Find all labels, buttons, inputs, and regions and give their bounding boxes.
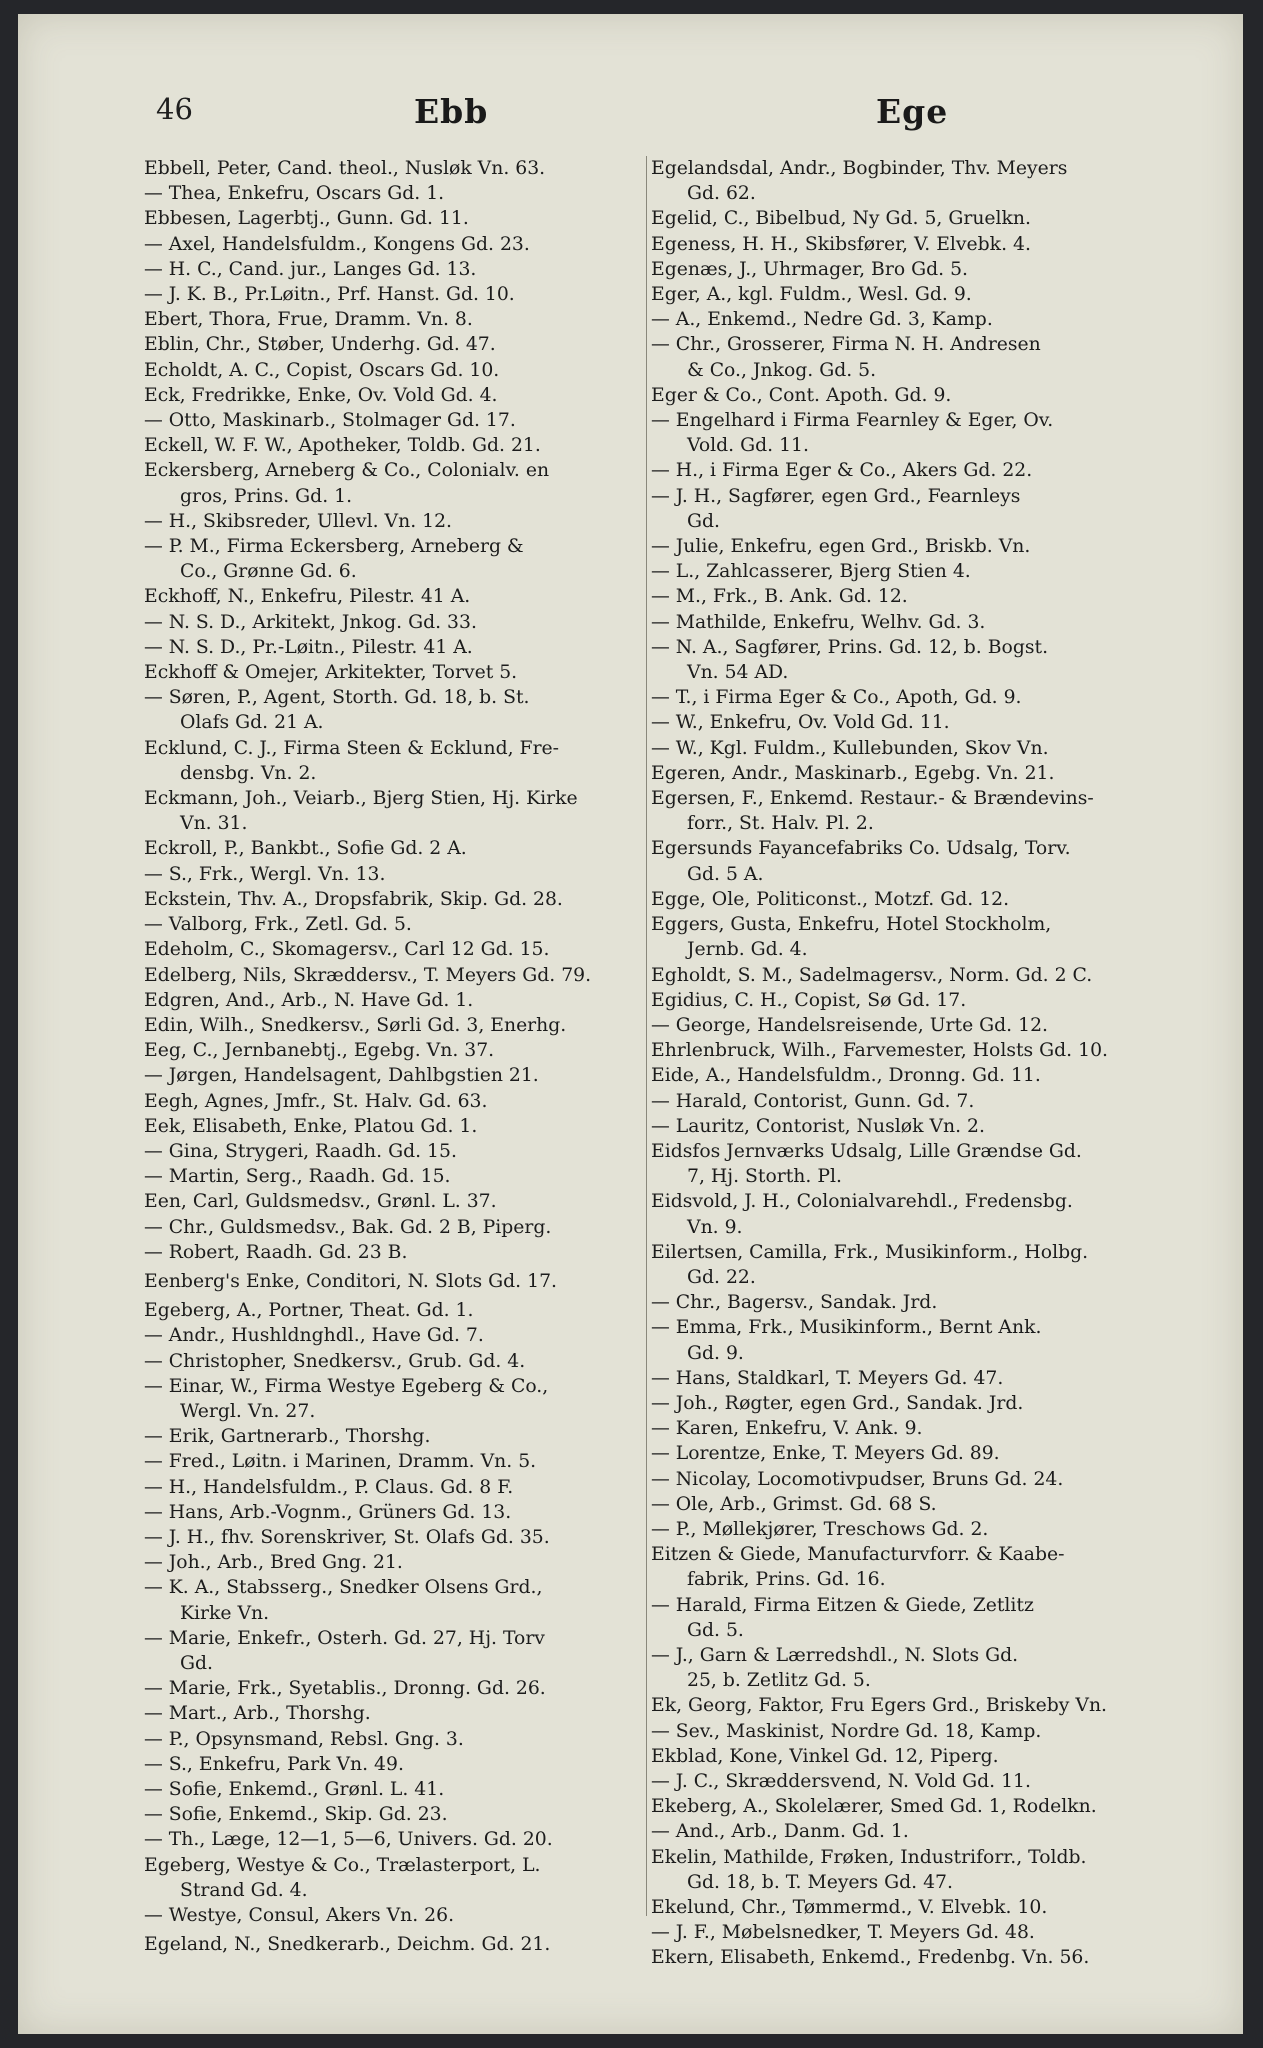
entry-continuation-line: Vn. 9. — [687, 1216, 743, 1238]
directory-entry — [144, 862, 664, 887]
entry-line: Eek, Elisabeth, Enke, Platou Gd. 1. — [144, 1115, 478, 1137]
entry-line: — Mart., Arb., Thorshg. — [144, 1703, 371, 1725]
directory-entry — [651, 534, 1171, 559]
entry-line: Ekelin, Mathilde, Frøken, Industriforr., Toldb. — [651, 1846, 1087, 1868]
entry-line: — Chr., Grosserer, Firma N. H. Andresen — [651, 334, 1041, 356]
directory-entry — [144, 509, 664, 534]
entry-line: — And., Arb., Danm. Gd. 1. — [651, 1821, 909, 1843]
directory-entry — [651, 307, 1171, 332]
entry-line: Edeholm, C., Skomagersv., Carl 12 Gd. 15. — [144, 939, 550, 961]
entry-line: — Martin, Serg., Raadh. Gd. 15. — [144, 1166, 451, 1188]
directory-entry — [144, 887, 664, 912]
entry-continuation-line: 7, Hj. Storth. Pl. — [687, 1166, 842, 1188]
entry-continuation-line: Olafs Gd. 21 A. — [180, 712, 324, 734]
directory-entry — [651, 383, 1171, 408]
directory-entry — [651, 912, 1171, 962]
entry-line: — H. C., Cand. jur., Langes Gd. 13. — [144, 258, 477, 280]
directory-entry — [651, 1063, 1171, 1088]
entry-line: Ekern, Elisabeth, Enkemd., Fredenbg. Vn. 56. — [651, 1947, 1090, 1969]
entry-line: Egersen, F., Enkemd. Restaur.- & Brændevins- — [651, 788, 1094, 810]
directory-entry — [144, 1164, 664, 1189]
directory-entry — [651, 1719, 1171, 1744]
directory-entry — [651, 1114, 1171, 1139]
directory-entry — [651, 1945, 1171, 1970]
entry-continuation-line: Gd. 22. — [687, 1266, 756, 1288]
entry-line: — Nicolay, Locomotivpudser, Bruns Gd. 24. — [651, 1468, 1064, 1490]
directory-entry — [144, 408, 664, 433]
entry-line: — Sev., Maskinist, Nordre Gd. 18, Kamp. — [651, 1720, 1042, 1742]
directory-entry — [651, 1794, 1171, 1819]
directory-entry — [144, 1215, 664, 1240]
directory-entry — [144, 1323, 664, 1348]
entry-line: Eckersberg, Arneberg & Co., Colonialv. en — [144, 460, 550, 482]
directory-entry — [651, 1492, 1171, 1517]
directory-entry — [651, 1845, 1171, 1895]
entry-line: Ekeberg, A., Skolelærer, Smed Gd. 1, Rodelkn. — [651, 1796, 1097, 1818]
entry-line: — W., Enkefru, Ov. Vold Gd. 11. — [651, 712, 950, 734]
entry-line: Eidsfos Jernværks Udsalg, Lille Grændse Gd. — [651, 1140, 1082, 1162]
entry-continuation-line: Vn. 54 AD. — [687, 662, 789, 684]
directory-entry — [144, 1676, 664, 1701]
entry-line: — Joh., Arb., Bred Gng. 21. — [144, 1552, 403, 1574]
entry-line: — Einar, W., Firma Westye Egeberg & Co., — [144, 1375, 549, 1397]
directory-entry — [144, 1827, 664, 1852]
entry-line: Ehrlenbruck, Wilh., Farvemester, Holsts Gd. 10. — [651, 1040, 1108, 1062]
entry-line: — Christopher, Snedkersv., Grub. Gd. 4. — [144, 1350, 526, 1372]
right-running-head: Ege — [876, 92, 949, 131]
entry-continuation-line: Jernb. Gd. 4. — [687, 939, 808, 961]
entry-continuation-line: Gd. 5. — [687, 1619, 744, 1641]
entry-line: Ecklund, C. J., Firma Steen & Ecklund, Fre- — [144, 737, 560, 759]
entry-line: — Sofie, Enkemd., Skip. Gd. 23. — [144, 1804, 448, 1826]
entry-line: — H., Handelsfuldm., P. Claus. Gd. 8 F. — [144, 1476, 514, 1498]
entry-continuation-line: Co., Grønne Gd. 6. — [180, 561, 357, 583]
directory-entry — [651, 1542, 1171, 1592]
directory-entry — [651, 736, 1171, 761]
directory-entry — [651, 1391, 1171, 1416]
column-divider — [646, 156, 647, 1916]
directory-entry — [144, 1139, 664, 1164]
entry-line: — J. K. B., Pr.Løitn., Prf. Hanst. Gd. 10. — [144, 284, 515, 306]
entry-line: — Fred., Løitn. i Marinen, Dramm. Vn. 5. — [144, 1451, 537, 1473]
entry-line: — J., Garn & Lærredshdl., N. Slots Gd. — [651, 1644, 1019, 1666]
entry-line: — Erik, Gartnerarb., Thorshg. — [144, 1426, 431, 1448]
directory-entry — [651, 1240, 1171, 1290]
entry-line: — George, Handelsreisende, Urte Gd. 12. — [651, 1014, 1048, 1036]
entry-line: — Joh., Røgter, egen Grd., Sandak. Jrd. — [651, 1392, 1024, 1414]
directory-entry — [651, 1290, 1171, 1315]
entry-line: Eckell, W. F. W., Apotheker, Toldb. Gd. 21. — [144, 435, 541, 457]
entry-continuation-line: Wergl. Vn. 27. — [180, 1400, 316, 1422]
directory-entry — [144, 584, 664, 609]
entry-line: — S., Enkefru, Park Vn. 49. — [144, 1753, 404, 1775]
directory-entry — [651, 232, 1171, 257]
directory-entry — [144, 1013, 664, 1038]
directory-entry — [144, 433, 664, 458]
entry-line: Eckstein, Thv. A., Dropsfabrik, Skip. Gd. 28. — [144, 888, 563, 910]
page-header — [18, 92, 1243, 136]
directory-entry — [144, 635, 664, 660]
entry-line: — Engelhard i Firma Fearnley & Eger, Ov. — [651, 410, 1054, 432]
entry-continuation-line: Gd. 62. — [687, 183, 756, 205]
entry-line: Edelberg, Nils, Skræddersv., T. Meyers Gd. 79. — [144, 964, 592, 986]
directory-entry — [651, 1744, 1171, 1769]
directory-entry — [651, 1038, 1171, 1063]
directory-entry — [651, 1189, 1171, 1239]
directory-entry — [651, 685, 1171, 710]
entry-line: — Westye, Consul, Akers Vn. 26. — [144, 1905, 455, 1927]
directory-entry — [144, 1550, 664, 1575]
entry-line: — Andr., Hushldnghdl., Have Gd. 7. — [144, 1325, 484, 1347]
entry-continuation-line: Gd. — [687, 510, 720, 532]
directory-entry — [651, 1769, 1171, 1794]
directory-entry — [144, 358, 664, 383]
directory-entry — [144, 1626, 664, 1676]
directory-entry — [144, 1063, 664, 1088]
directory-entry — [651, 1089, 1171, 1114]
entry-continuation-line: 25, b. Zetlitz Gd. 5. — [687, 1670, 871, 1692]
entry-line: — J. H., Sagfører, egen Grd., Fearnleys — [651, 485, 1021, 507]
directory-entry — [144, 1500, 664, 1525]
directory-entry — [651, 156, 1171, 206]
entry-line: — N. A., Sagfører, Prins. Gd. 12, b. Bogst. — [651, 636, 1049, 658]
directory-entry — [144, 1038, 664, 1063]
entry-line: — Emma, Frk., Musikinform., Bernt Ank. — [651, 1317, 1042, 1339]
entry-continuation-line: & Co., Jnkog. Gd. 5. — [687, 359, 877, 381]
directory-entry — [144, 1089, 664, 1114]
entry-continuation-line: Gd. 18, b. T. Meyers Gd. 47. — [687, 1871, 953, 1893]
entry-line: — W., Kgl. Fuldm., Kullebunden, Skov Vn. — [651, 737, 1049, 759]
directory-entry — [651, 635, 1171, 685]
directory-entry — [144, 1932, 664, 1957]
entry-line: — Harald, Contorist, Gunn. Gd. 7. — [651, 1090, 975, 1112]
entry-line: — Thea, Enkefru, Oscars Gd. 1. — [144, 183, 445, 205]
entry-line: — Robert, Raadh. Gd. 23 B. — [144, 1241, 408, 1263]
entry-line: — L., Zahlcasserer, Bjerg Stien 4. — [651, 561, 971, 583]
entry-line: Egidius, C. H., Copist, Sø Gd. 17. — [651, 989, 967, 1011]
left-running-head: Ebb — [414, 92, 489, 131]
directory-entry — [651, 332, 1171, 382]
directory-entry — [651, 836, 1171, 886]
entry-line: — A., Enkemd., Nedre Gd. 3, Kamp. — [651, 309, 993, 331]
entry-line: Eger & Co., Cont. Apoth. Gd. 9. — [651, 384, 952, 406]
directory-entry — [651, 1416, 1171, 1441]
entry-line: Eilertsen, Camilla, Frk., Musikinform., Holbg. — [651, 1241, 1089, 1263]
directory-entry — [651, 257, 1171, 282]
directory-entry — [144, 181, 664, 206]
entry-continuation-line: fabrik, Prins. Gd. 16. — [687, 1569, 886, 1591]
entry-line: — S., Frk., Wergl. Vn. 13. — [144, 863, 386, 885]
entry-line: Egersunds Fayancefabriks Co. Udsalg, Torv. — [651, 838, 1071, 860]
entry-line: — H., Skibsreder, Ullevl. Vn. 12. — [144, 510, 453, 532]
directory-entry — [651, 786, 1171, 836]
directory-entry — [144, 1189, 664, 1214]
directory-entry — [144, 1240, 664, 1265]
directory-entry — [144, 1349, 664, 1374]
directory-entry — [651, 1593, 1171, 1643]
entry-line: Eckhoff, N., Enkefru, Pilestr. 41 A. — [144, 586, 471, 608]
entry-line: Ek, Georg, Faktor, Fru Egers Grd., Briskeby Vn. — [651, 1695, 1108, 1717]
entry-line: Egeberg, A., Portner, Theat. Gd. 1. — [144, 1300, 474, 1322]
directory-entry — [651, 1517, 1171, 1542]
directory-entry — [144, 1701, 664, 1726]
entry-line: Eblin, Chr., Støber, Underhg. Gd. 47. — [144, 334, 496, 356]
entry-continuation-line: Strand Gd. 4. — [180, 1879, 308, 1901]
entry-line: — Chr., Bagersv., Sandak. Jrd. — [651, 1292, 938, 1314]
entry-line: — P., Opsynsmand, Rebsl. Gng. 3. — [144, 1728, 464, 1750]
directory-entry — [144, 534, 664, 584]
directory-entry — [144, 1269, 664, 1294]
entry-line: — Søren, P., Agent, Storth. Gd. 18, b. St. — [144, 687, 530, 709]
directory-entry — [651, 458, 1171, 483]
entry-line: — Jørgen, Handelsagent, Dahlbgstien 21. — [144, 1065, 539, 1087]
directory-entry — [651, 1139, 1171, 1189]
directory-entry — [144, 1298, 664, 1323]
directory-entry — [651, 408, 1171, 458]
entry-line: Echoldt, A. C., Copist, Oscars Gd. 10. — [144, 359, 500, 381]
entry-line: — J. H., fhv. Sorenskriver, St. Olafs Gd. 35. — [144, 1526, 550, 1548]
entry-line: Egeberg, Westye & Co., Trælasterport, L. — [144, 1854, 541, 1876]
entry-line: — N. S. D., Pr.-Løitn., Pilestr. 41 A. — [144, 636, 473, 658]
directory-entry — [651, 1315, 1171, 1365]
directory-entry — [651, 484, 1171, 534]
entry-line: — J. C., Skræddersvend, N. Vold Gd. 11. — [651, 1771, 1031, 1792]
entry-line: Egeren, Andr., Maskinarb., Egebg. Vn. 21. — [651, 762, 1055, 784]
entry-continuation-line: Gd. 5 A. — [687, 863, 764, 885]
entry-line: — Chr., Guldsmedsv., Bak. Gd. 2 B, Piperg. — [144, 1216, 552, 1238]
directory-entry — [144, 1575, 664, 1625]
directory-entry — [651, 761, 1171, 786]
directory-entry — [144, 206, 664, 231]
entry-line: Eide, A., Handelsfuldm., Dronng. Gd. 11. — [651, 1065, 1041, 1087]
entry-line: Eenberg's Enke, Conditori, N. Slots Gd. 17. — [144, 1270, 557, 1292]
directory-entry — [651, 1441, 1171, 1466]
directory-entry — [144, 1449, 664, 1474]
entry-line: Ebbell, Peter, Cand. theol., Nusløk Vn. 63. — [144, 158, 546, 179]
entry-line: Een, Carl, Guldsmedsv., Grønl. L. 37. — [144, 1191, 497, 1213]
directory-entry — [144, 1853, 664, 1903]
directory-entry — [144, 1802, 664, 1827]
directory-entry — [144, 232, 664, 257]
directory-entry — [651, 206, 1171, 231]
directory-entry — [651, 1467, 1171, 1492]
directory-entry — [144, 1475, 664, 1500]
entry-line: — Lorentze, Enke, T. Meyers Gd. 89. — [651, 1443, 1000, 1465]
entry-line: Eger, A., kgl. Fuldm., Wesl. Gd. 9. — [651, 284, 972, 306]
directory-entry — [651, 710, 1171, 735]
entry-line: — P. M., Firma Eckersberg, Arneberg & — [144, 536, 524, 558]
entry-line: Eitzen & Giede, Manufacturvforr. & Kaabe- — [651, 1544, 1065, 1566]
entry-line: — Marie, Enkefr., Osterh. Gd. 27, Hj. Torv — [144, 1627, 545, 1649]
directory-entry — [144, 458, 664, 508]
entry-line: Egholdt, S. M., Sadelmagersv., Norm. Gd. 2 C. — [651, 964, 1093, 986]
entry-line: — Th., Læge, 12—1, 5—6, Univers. Gd. 20. — [144, 1829, 553, 1851]
directory-entry — [144, 685, 664, 735]
entry-line: — Julie, Enkefru, egen Grd., Briskb. Vn. — [651, 536, 1031, 558]
entry-line: — Hans, Arb.-Vognm., Grüners Gd. 13. — [144, 1501, 512, 1523]
directory-entry — [144, 937, 664, 962]
entry-continuation-line: Vn. 31. — [180, 813, 248, 835]
entry-line: Eckhoff & Omejer, Arkitekter, Torvet 5. — [144, 662, 518, 684]
entry-line: — Hans, Staldkarl, T. Meyers Gd. 47. — [651, 1367, 1004, 1389]
directory-entry — [144, 307, 664, 332]
directory-entry — [144, 1374, 664, 1424]
entry-line: — Lauritz, Contorist, Nusløk Vn. 2. — [651, 1115, 985, 1137]
directory-entry — [651, 559, 1171, 584]
directory-entry — [651, 963, 1171, 988]
entry-line: — K. A., Stabsserg., Snedker Olsens Grd., — [144, 1577, 543, 1599]
directory-entry — [651, 1366, 1171, 1391]
directory-page — [18, 14, 1243, 2034]
entry-line: — Otto, Maskinarb., Stolmager Gd. 17. — [144, 410, 516, 432]
directory-entry — [144, 1525, 664, 1550]
entry-line: Eegh, Agnes, Jmfr., St. Halv. Gd. 63. — [144, 1090, 488, 1112]
entry-line: Edgren, And., Arb., N. Have Gd. 1. — [144, 989, 474, 1011]
right-column — [651, 156, 1171, 1971]
entry-line: Eeg, C., Jernbanebtj., Egebg. Vn. 37. — [144, 1040, 495, 1062]
directory-entry — [651, 1693, 1171, 1718]
entry-line: Ekblad, Kone, Vinkel Gd. 12, Piperg. — [651, 1745, 999, 1767]
directory-entry — [651, 1013, 1171, 1038]
directory-entry — [144, 1727, 664, 1752]
entry-line: — Karen, Enkefru, V. Ank. 9. — [651, 1418, 923, 1440]
entry-continuation-line: Kirke Vn. — [180, 1602, 270, 1624]
entry-line: Eck, Fredrikke, Enke, Ov. Vold Gd. 4. — [144, 384, 498, 406]
directory-entry — [651, 1643, 1171, 1693]
entry-continuation-line: forr., St. Halv. Pl. 2. — [687, 813, 874, 835]
entry-line: — Harald, Firma Eitzen & Giede, Zetlitz — [651, 1594, 1034, 1616]
directory-entry — [651, 887, 1171, 912]
directory-entry — [144, 282, 664, 307]
entry-line: — N. S. D., Arkitekt, Jnkog. Gd. 33. — [144, 611, 477, 633]
directory-entry — [144, 736, 664, 786]
directory-entry — [651, 282, 1171, 307]
entry-continuation-line: densbg. Vn. 2. — [180, 762, 317, 784]
directory-entry — [144, 383, 664, 408]
entry-line: Egge, Ole, Politiconst., Motzf. Gd. 12. — [651, 888, 1010, 910]
directory-entry — [144, 1424, 664, 1449]
entry-line: — Sofie, Enkemd., Grønl. L. 41. — [144, 1779, 445, 1800]
entry-continuation-line: Gd. 9. — [687, 1342, 744, 1364]
left-column — [144, 156, 664, 1957]
directory-entry — [651, 1920, 1171, 1945]
entry-line: — J. F., Møbelsnedker, T. Meyers Gd. 48. — [651, 1922, 1035, 1944]
entry-line: Eggers, Gusta, Enkefru, Hotel Stockholm, — [651, 914, 1052, 936]
directory-entry — [651, 988, 1171, 1013]
directory-entry — [144, 1752, 664, 1777]
entry-line: — T., i Firma Eger & Co., Apoth, Gd. 9. — [651, 687, 1022, 709]
entry-line: Eidsvold, J. H., Colonialvarehdl., Fredensbg. — [651, 1191, 1073, 1213]
directory-entry — [651, 1895, 1171, 1920]
entry-line: Ekelund, Chr., Tømmermd., V. Elvebk. 10. — [651, 1897, 1048, 1919]
entry-line: — H., i Firma Eger & Co., Akers Gd. 22. — [651, 460, 1033, 482]
directory-entry — [144, 963, 664, 988]
directory-entry — [144, 257, 664, 282]
entry-line: Egelandsdal, Andr., Bogbinder, Thv. Meyers — [651, 158, 1068, 179]
entry-line: — Marie, Frk., Syetablis., Dronng. Gd. 26. — [144, 1678, 546, 1700]
entry-line: Egeness, H. H., Skibsfører, V. Elvebk. 4. — [651, 233, 1031, 255]
entry-line: Ebbesen, Lagerbtj., Gunn. Gd. 11. — [144, 208, 469, 230]
directory-entry — [144, 1903, 664, 1928]
entry-line: — Valborg, Frk., Zetl. Gd. 5. — [144, 914, 412, 936]
directory-entry — [144, 786, 664, 836]
entry-line: — Ole, Arb., Grimst. Gd. 68 S. — [651, 1493, 937, 1515]
directory-entry — [651, 1819, 1171, 1844]
entry-line: Eckroll, P., Bankbt., Sofie Gd. 2 A. — [144, 838, 467, 860]
entry-line: — Gina, Strygeri, Raadh. Gd. 15. — [144, 1140, 457, 1162]
directory-entry — [144, 1114, 664, 1139]
entry-line: — Axel, Handelsfuldm., Kongens Gd. 23. — [144, 233, 530, 255]
entry-line: Edin, Wilh., Snedkersv., Sørli Gd. 3, Enerhg. — [144, 1014, 567, 1036]
directory-entry — [144, 836, 664, 861]
entry-line: Ebert, Thora, Frue, Dramm. Vn. 8. — [144, 309, 473, 331]
directory-entry — [144, 156, 664, 181]
directory-entry — [144, 610, 664, 635]
directory-entry — [144, 332, 664, 357]
entry-continuation-line: Gd. — [180, 1652, 213, 1674]
entry-line: — M., Frk., B. Ank. Gd. 12. — [651, 586, 908, 608]
entry-line: Eckmann, Joh., Veiarb., Bjerg Stien, Hj. Kirke — [144, 788, 578, 810]
entry-line: — P., Møllekjører, Treschows Gd. 2. — [651, 1518, 989, 1540]
directory-entry — [144, 988, 664, 1013]
entry-line: Egenæs, J., Uhrmager, Bro Gd. 5. — [651, 258, 968, 280]
page-number: 46 — [156, 92, 193, 126]
directory-entry — [651, 610, 1171, 635]
entry-line: — Mathilde, Enkefru, Welhv. Gd. 3. — [651, 611, 986, 633]
entry-line: Egeland, N., Snedkerarb., Deichm. Gd. 21. — [144, 1934, 551, 1956]
entry-continuation-line: Vold. Gd. 11. — [687, 435, 809, 457]
entry-line: Egelid, C., Bibelbud, Ny Gd. 5, Gruelkn. — [651, 208, 1031, 230]
directory-entry — [144, 660, 664, 685]
directory-entry — [144, 912, 664, 937]
directory-entry — [651, 584, 1171, 609]
directory-entry — [144, 1777, 664, 1802]
entry-continuation-line: gros, Prins. Gd. 1. — [180, 485, 353, 507]
